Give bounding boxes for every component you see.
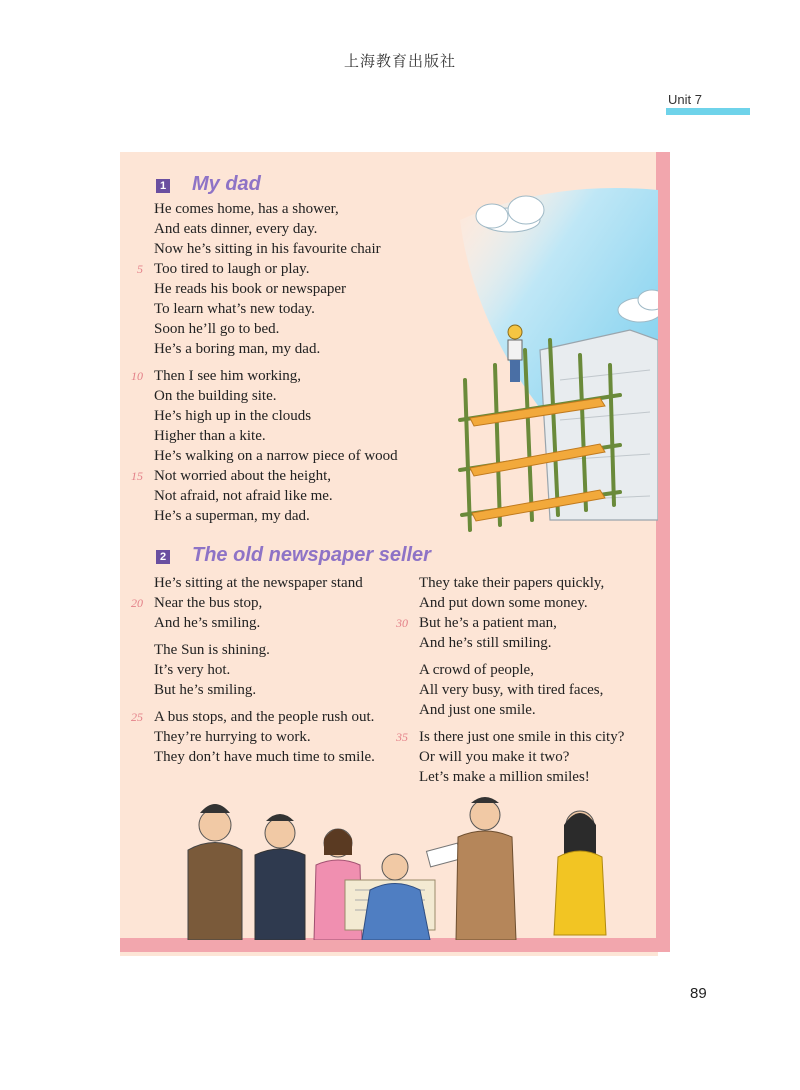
poem-line: And he’s still smiling.	[419, 635, 552, 651]
poem-line: Not afraid, not afraid like me.	[154, 488, 333, 504]
line-number: 5	[137, 262, 143, 276]
poem-line: Now he’s sitting in his favourite chair	[154, 241, 381, 257]
poem-line: A crowd of people,	[419, 662, 534, 678]
line-number: 35	[396, 730, 408, 744]
section-number: 2	[156, 550, 170, 564]
newspaper-icon	[426, 843, 461, 867]
card-bottom-edge	[120, 938, 670, 952]
poem-line: And eats dinner, every day.	[154, 221, 318, 237]
poem-line: He’s sitting at the newspaper stand	[154, 575, 363, 591]
poem-line: Too tired to laugh or play.	[154, 261, 310, 277]
poem-line: Let’s make a million smiles!	[419, 769, 590, 785]
poem-line: Or will you make it two?	[419, 749, 570, 765]
poem-line: But he’s a patient man,	[419, 615, 557, 631]
crowd-illustration	[130, 795, 650, 940]
poem-line: Soon he’ll go to bed.	[154, 321, 280, 337]
poem-line: He’s high up in the clouds	[154, 408, 312, 424]
poem-line: They’re hurrying to work.	[154, 729, 311, 745]
unit-label: Unit 7	[668, 92, 702, 107]
poem-line: And he’s smiling.	[154, 615, 261, 631]
worker-icon	[508, 325, 522, 382]
poem-line: He’s a superman, my dad.	[154, 508, 310, 524]
section-number: 1	[156, 179, 170, 193]
construction-illustration	[400, 180, 658, 540]
poem-line: But he’s smiling.	[154, 682, 257, 698]
poem-line: He comes home, has a shower,	[154, 201, 339, 217]
poem-line: Is there just one smile in this city?	[419, 729, 625, 745]
poem-line: A bus stops, and the people rush out.	[154, 709, 375, 725]
poem-line: They don’t have much time to smile.	[154, 749, 375, 765]
poem-line: Near the bus stop,	[154, 595, 263, 611]
poem-line: He reads his book or newspaper	[154, 281, 347, 297]
poem-line: All very busy, with tired faces,	[419, 682, 604, 698]
poem-line: And just one smile.	[419, 702, 536, 718]
person-icon	[456, 797, 516, 940]
line-number: 30	[396, 616, 408, 630]
section-title: The old newspaper seller	[192, 544, 431, 566]
poem-line: And put down some money.	[419, 595, 588, 611]
unit-bar	[666, 108, 750, 115]
line-number: 25	[131, 710, 143, 724]
line-number: 20	[131, 596, 143, 610]
poem-line: Then I see him working,	[154, 368, 302, 384]
poem-line: To learn what’s new today.	[154, 301, 315, 317]
person-icon	[554, 811, 606, 935]
publisher-name: 上海教育出版社	[343, 52, 456, 70]
page-number: 89	[690, 985, 707, 1002]
line-number: 15	[131, 469, 143, 483]
poem-line: It’s very hot.	[154, 662, 231, 678]
poem-line: He’s walking on a narrow piece of wood	[154, 448, 398, 464]
card-right-edge	[656, 152, 670, 952]
poem-line: On the building site.	[154, 388, 277, 404]
cloud-icon	[476, 196, 544, 232]
line-number: 10	[131, 369, 143, 383]
poem-line: The Sun is shining.	[154, 642, 270, 658]
seller-icon	[362, 854, 430, 940]
poem-line: He’s a boring man, my dad.	[154, 341, 321, 357]
person-icon	[255, 814, 305, 940]
person-icon	[188, 804, 242, 940]
poem-line: Not worried about the height,	[154, 468, 332, 484]
poem-line: They take their papers quickly,	[419, 575, 605, 591]
section-title: My dad	[192, 173, 261, 195]
poem-line: Higher than a kite.	[154, 428, 266, 444]
